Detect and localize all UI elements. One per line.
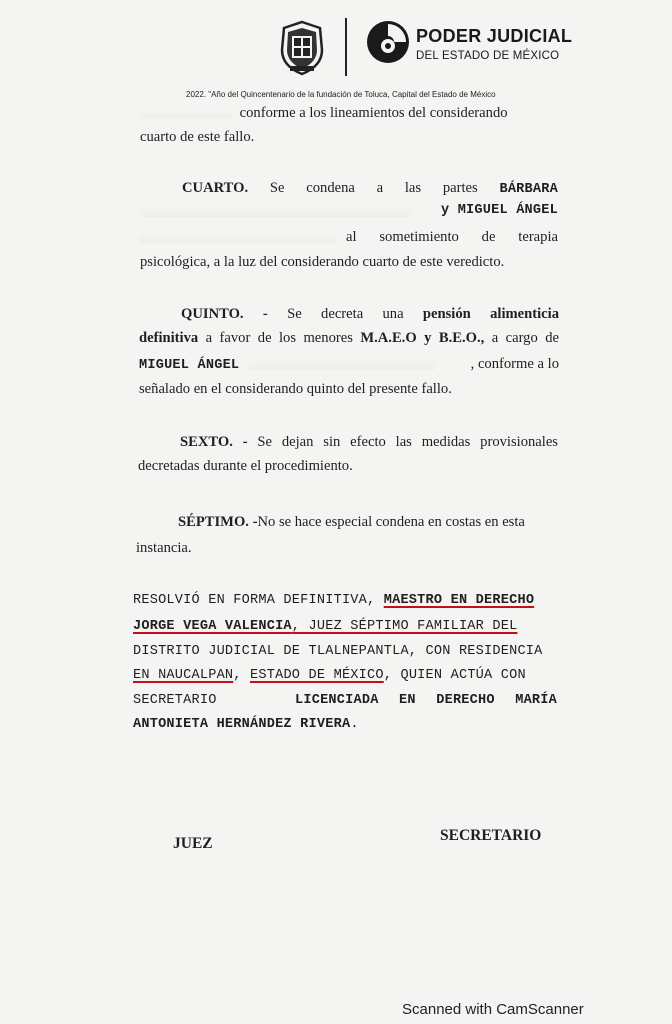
- year-motto: 2022. "Año del Quincentenario de la fundación de Toluca, Capital del Estado de México: [186, 90, 496, 99]
- signature-juez: JUEZ: [173, 835, 213, 852]
- septimo-line-1: SÉPTIMO. -No se hace especial condena en costas en esta: [178, 514, 525, 530]
- redacted-text: [140, 109, 232, 119]
- resolvio-line-1: RESOLVIÓ EN FORMA DEFINITIVA, MAESTRO EN DERECHO: [133, 593, 535, 608]
- resolvio-line-6: ANTONIETA HERNÁNDEZ RIVERA.: [133, 717, 359, 732]
- septimo-heading: SÉPTIMO. -: [178, 514, 258, 530]
- resolvio-line-2: JORGE VEGA VALENCIA, JUEZ SÉPTIMO FAMILIAR DEL: [133, 619, 518, 634]
- redacted-text: [140, 233, 336, 243]
- sexto-line-2: decretadas durante el procedimiento.: [138, 458, 353, 474]
- quinto-line-2: definitiva a favor de los menores M.A.E.O y B.E.O., a cargo de: [139, 330, 559, 346]
- scanner-watermark: Scanned with CamScanner: [402, 1001, 584, 1018]
- secretary-name: ANTONIETA HERNÁNDEZ RIVERA: [133, 717, 351, 732]
- quinto-heading: QUINTO. -: [181, 306, 268, 322]
- cuarto-line-3: al sometimiento de terapia: [140, 228, 558, 246]
- secretary-title: LICENCIADA EN DERECHO MARÍA: [295, 693, 557, 708]
- intro-line-1: conforme a los lineamientos del considerando: [140, 104, 508, 122]
- redacted-text: [249, 360, 435, 370]
- poder-judicial-logo-icon: [364, 18, 412, 66]
- cuarto-line-2: [140, 202, 558, 220]
- septimo-line-2: instancia.: [136, 540, 192, 556]
- cuarto-line-4: psicológica, a la luz del considerando cuarto de este veredicto.: [140, 254, 505, 270]
- sexto-heading: SEXTO. -: [180, 434, 248, 450]
- redacted-text: [140, 207, 412, 217]
- state-seal-icon: [276, 20, 328, 76]
- judge-title: MAESTRO EN DERECHO: [383, 593, 535, 608]
- judge-name: JORGE VEGA VALENCIA: [133, 619, 292, 634]
- resolvio-line-3: DISTRITO JUDICIAL DE TLALNEPANTLA, CON RESIDENCIA: [133, 644, 543, 659]
- quinto-line-3: MIGUEL ÁNGEL , conforme a lo: [139, 356, 559, 373]
- signature-secretario: SECRETARIO: [440, 827, 542, 844]
- sexto-line-1: SEXTO. - Se dejan sin efecto las medidas provisionales: [180, 434, 558, 450]
- debtor-name: MIGUEL ÁNGEL: [139, 358, 240, 373]
- quinto-line-4: señalado en el considerando quinto del presente fallo.: [139, 381, 452, 397]
- quinto-line-1: QUINTO. - Se decreta una pensión alimenticia: [181, 306, 560, 322]
- party-name-2: y MIGUEL ÁNGEL: [440, 203, 558, 218]
- cuarto-line-1: CUARTO. Se condena a las partes BÁRBARA: [182, 180, 558, 197]
- org-subtitle: DEL ESTADO DE MÉXICO: [416, 50, 560, 62]
- resolvio-line-5: SECRETARIO LICENCIADA EN DERECHO MARÍA: [133, 693, 557, 708]
- org-name: PODER JUDICIAL: [416, 26, 573, 46]
- cuarto-heading: CUARTO.: [182, 180, 249, 196]
- resolvio-line-4: EN NAUCALPAN, ESTADO DE MÉXICO, QUIEN ACTÚA CON: [133, 668, 526, 683]
- party-name-1: BÁRBARA: [499, 182, 558, 197]
- intro-line-2: cuarto de este fallo.: [140, 129, 255, 145]
- header-divider: [345, 18, 347, 76]
